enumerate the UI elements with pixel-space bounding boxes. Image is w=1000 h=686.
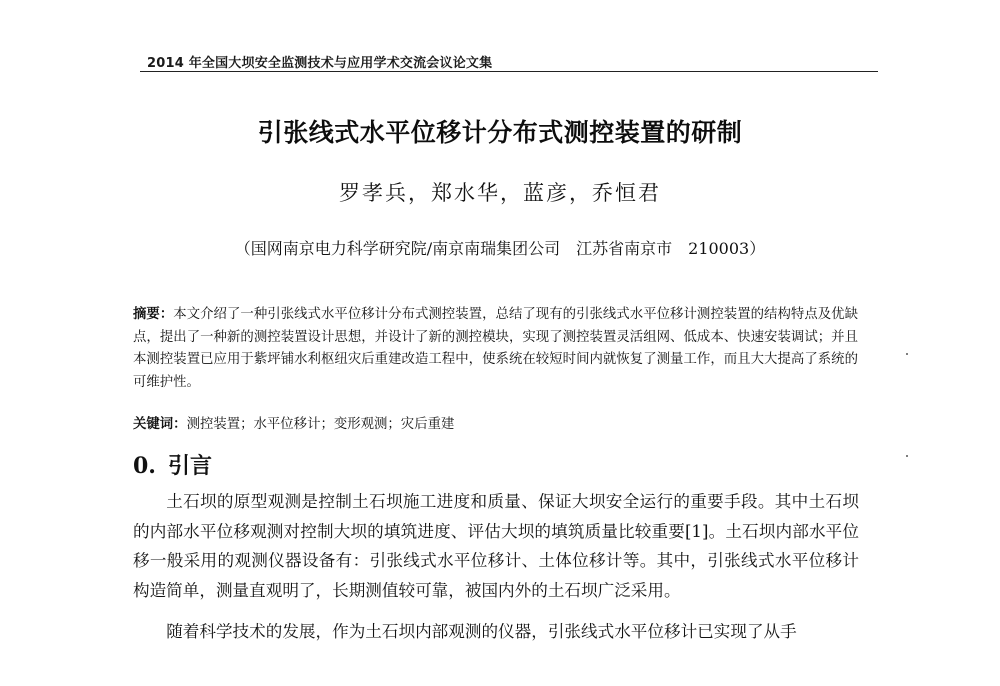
body-paragraph: 随着科学技术的发展，作为土石坝内部观测的仪器，引张线式水平位移计已实现了从手 [166,622,797,642]
abstract [133,304,858,394]
running-header: 2014 年全国大坝安全监测技术与应用学术交流会议论文集 [147,56,493,71]
body-paragraph: 土石坝的原型观测是控制土石坝施工进度和质量、保证大坝安全运行的重要手段。其中土石坝的内部水平位移观测对控制大坝的填筑进度、评估大坝的填筑质量比较重要[1]。土石坝内部水平位移一般采用的观测仪器设备有：引张线式水平位移计、土体位移计等。其中，引张线式水平位移计构造简单，测量直观明了，长期测值较可靠，被国内外的土石坝广泛采用。 [133,492,859,600]
scan-speck [906,455,908,457]
keywords [133,413,454,432]
section-number: 0. [133,453,156,479]
keywords-text: 测控装置；水平位移计；变形观测；灾后重建 [186,417,455,432]
section-title: 引言 [167,453,212,479]
paper-authors: 罗孝兵，郑水华，蓝彦，乔恒君 [339,181,661,205]
body-text [133,487,859,659]
section-heading [133,449,212,480]
paper-title: 引张线式水平位移计分布式测控装置的研制 [257,118,743,147]
header-rule [140,71,878,72]
paper-affiliation: （国网南京电力科学研究院/南京南瑞集团公司 江苏省南京市 210003） [234,239,766,258]
keywords-label: 关键词： [133,417,187,432]
abstract-text: 本文介绍了一种引张线式水平位移计分布式测控装置，总结了现有的引张线式水平位移计测控装置的结构特点及优缺点，提出了一种新的测控装置设计思想，并设计了新的测控模块，实现了测控装置灵活组网、低成本、快速安装调试；并且本测控装置已应用于紫坪铺水利枢纽灾后重建改造工程中，使系统在较短时间内就恢复了测量工作，而且大大提高了系统的可维护性。 [133,307,858,390]
abstract-label: 摘要： [133,307,174,322]
scan-speck [906,353,908,355]
